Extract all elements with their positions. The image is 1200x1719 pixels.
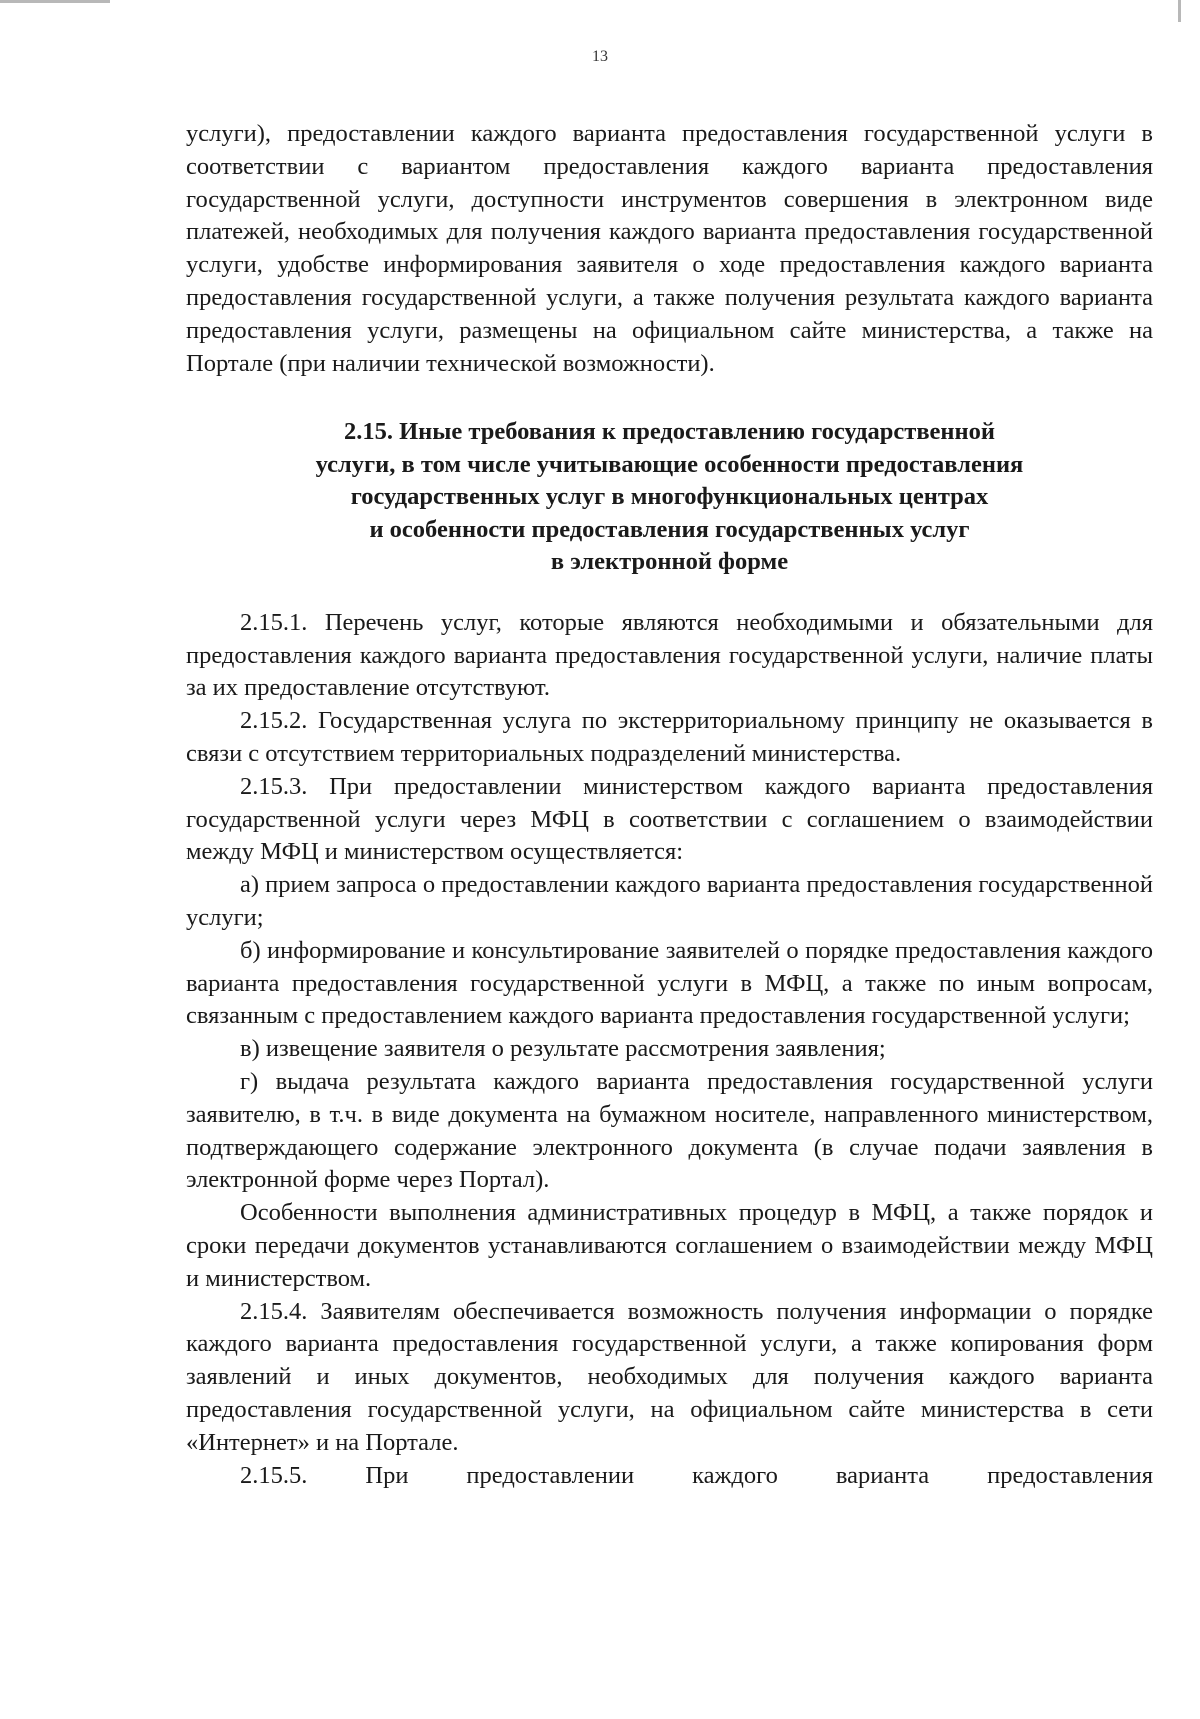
scan-artifact-top-left [0, 0, 110, 3]
scan-artifact-top-right [1178, 0, 1181, 22]
section-heading-line: государственных услуг в многофункциональных центрах [350, 483, 989, 511]
list-item-b: б) информирование и консультирование заявителей о порядке предоставления каждого варианта предоставления государственной услуги в МФЦ, а также по иным вопросам, связанным с предоставлением каждого варианта предоставления государственной услуги; [186, 936, 1153, 1030]
list-item-a: а) прием запроса о предоставлении каждого варианта предоставления государственной услуги; [186, 871, 1153, 932]
paragraph-mfc-features: Особенности выполнения административных процедур в МФЦ, а также порядок и сроки передачи документов устанавливаются соглашением о взаимодействии между МФЦ и министерством. [186, 1199, 1153, 1292]
section-heading-line: в электронной форме [550, 548, 789, 576]
page-number: 13 [592, 48, 608, 65]
paragraph-2-15-3: 2.15.3. При предоставлении министерством каждого варианта предоставления государственной услуги через МФЦ в соответствии с соглашением о взаимодействии между МФЦ и министерством осуществляется: [186, 772, 1153, 866]
section-heading-line: услуги, в том числе учитывающие особенности предоставления [315, 450, 1024, 478]
section-heading-line: 2.15. Иные требования к предоставлению государственной [343, 418, 996, 446]
intro-paragraph: услуги), предоставлении каждого варианта предоставления государственной услуги в соответствии с вариантом предоставления каждого варианта предоставления государственной услуги, доступности инструментов совершения в электронном виде платежей, необходимых для получения каждого варианта предоставления государственной услуги, удобстве информирования заявителя о ходе предоставления каждого варианта предоставления государственной услуги, а также получения результата каждого варианта предоставления услуги, размещены на официальном сайте министерства, а также на Портале (при наличии технической возможности). [186, 120, 1153, 377]
document-body [186, 118, 1153, 1492]
list-item-v: в) извещение заявителя о результате рассмотрения заявления; [240, 1035, 886, 1063]
paragraph-2-15-2: 2.15.2. Государственная услуга по экстерриториальному принципу не оказывается в связи с отсутствием территориальных подразделений министерства. [186, 707, 1153, 768]
section-heading [186, 416, 1153, 579]
paragraph-2-15-5: 2.15.5. При предоставлении каждого варианта предоставления [240, 1461, 1153, 1489]
paragraph-2-15-1: 2.15.1. Перечень услуг, которые являются необходимыми и обязательными для предоставления каждого варианта предоставления государственной услуги, наличие платы за их предоставление отсутствуют. [186, 608, 1153, 702]
section-heading-line: и особенности предоставления государственных услуг [369, 515, 970, 543]
list-item-g: г) выдача результата каждого варианта предоставления государственной услуги заявителю, в т.ч. в виде документа на бумажном носителе, направленного министерством, подтверждающего содержание электронного документа (в случае подачи заявления в электронной форме через Портал). [186, 1068, 1153, 1194]
paragraph-2-15-4: 2.15.4. Заявителям обеспечивается возможность получения информации о порядке каждого варианта предоставления государственной услуги, а также копирования форм заявлений и иных документов, необходимых для получения каждого варианта предоставления государственной услуги, на официальном сайте министерства в сети «Интернет» и на Портале. [186, 1297, 1153, 1456]
